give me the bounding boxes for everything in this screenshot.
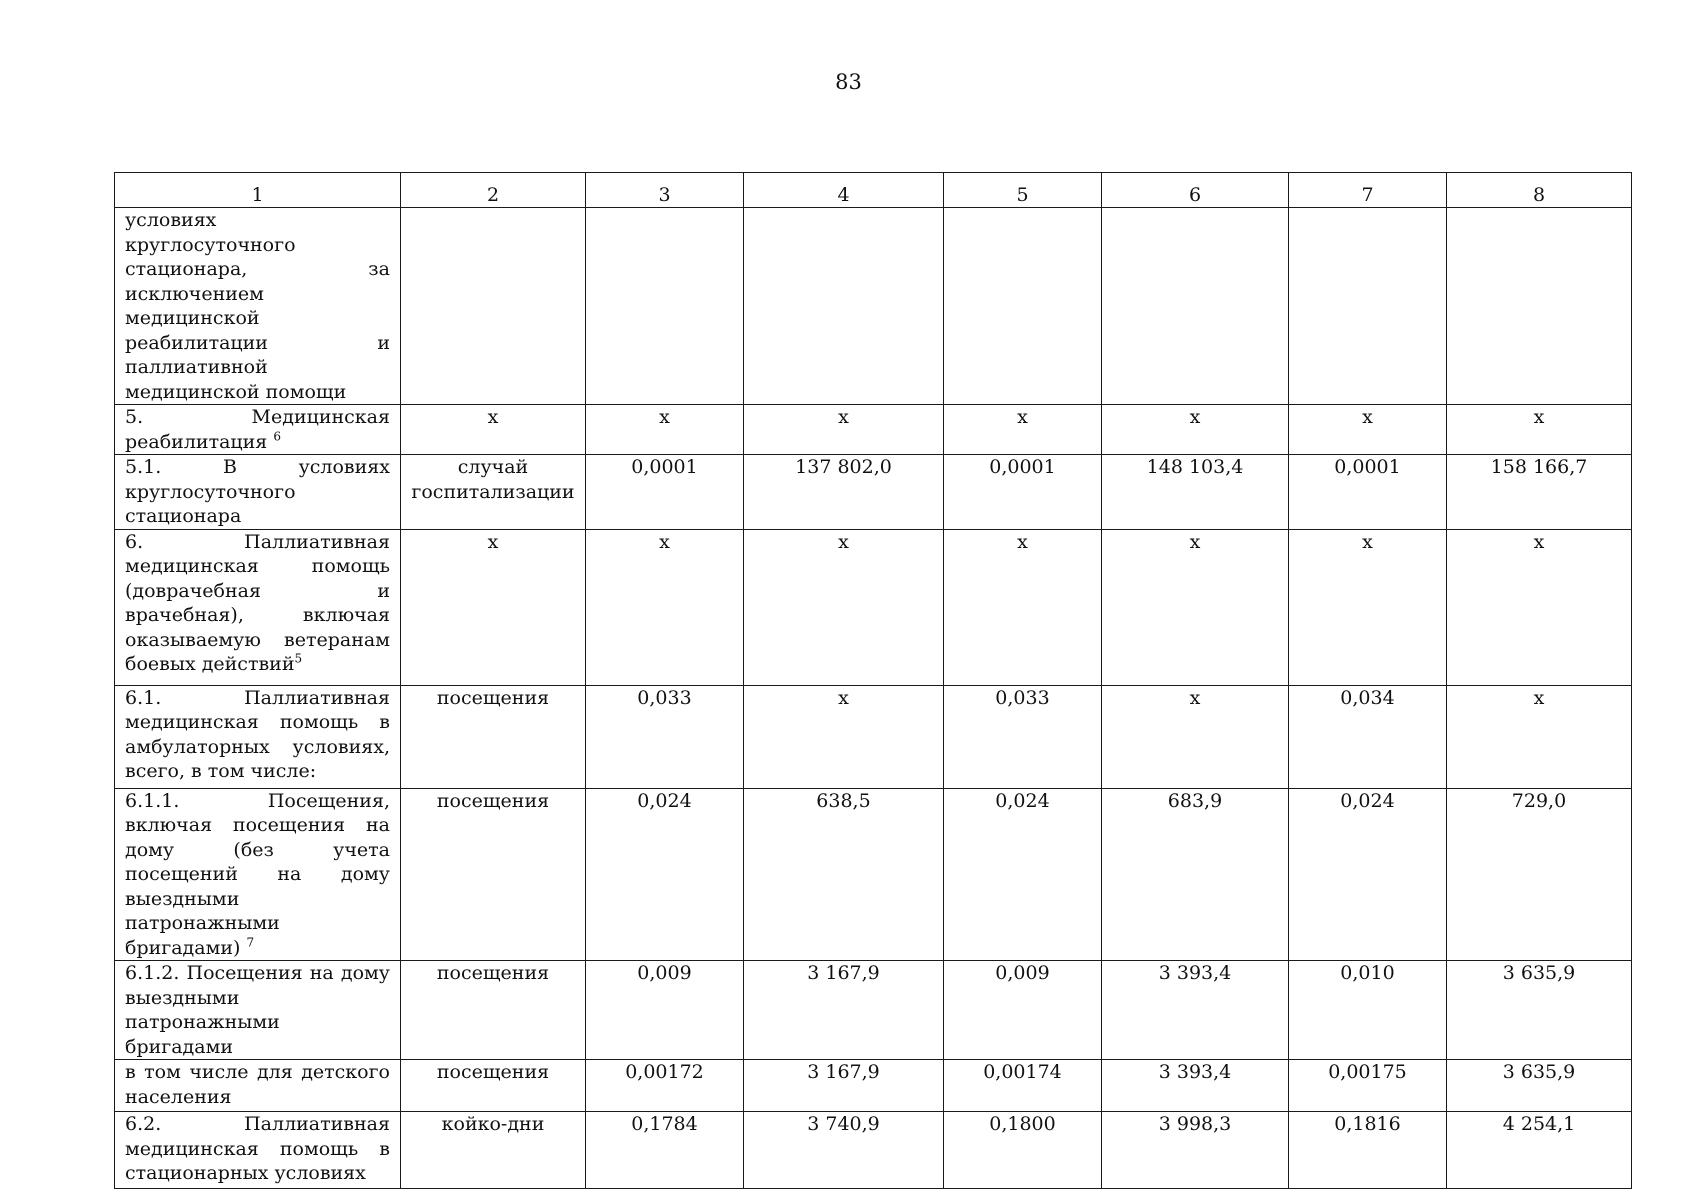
table-cell: х (1289, 529, 1447, 685)
footnote-mark: 7 (246, 935, 255, 950)
table-cell: 148 103,4 (1102, 455, 1289, 530)
header-cell: 1 (115, 173, 401, 208)
table-cell: 0,1816 (1289, 1112, 1447, 1189)
table-cell: случай госпитализации (401, 455, 586, 530)
table-cell: х (1447, 405, 1632, 455)
table-cell: 0,024 (586, 788, 744, 961)
table-row (115, 208, 1632, 405)
table-row (115, 1060, 1632, 1112)
table-cell: 0,009 (944, 961, 1102, 1060)
table-row (115, 685, 1632, 788)
table-cell (1102, 208, 1289, 405)
row-name-text: условиях круглосуточного стационара, за исключением медицинской реабилитации и паллиативной медицинской помощи (125, 209, 390, 403)
table-cell: х (1102, 529, 1289, 685)
row-name-cell (115, 529, 401, 685)
table-cell: 137 802,0 (744, 455, 944, 530)
table-cell: х (944, 529, 1102, 685)
table-cell: х (944, 405, 1102, 455)
table-cell: 3 393,4 (1102, 961, 1289, 1060)
row-name-text: 5.1. В условиях круглосуточного стационара (125, 456, 390, 527)
row-name-cell (115, 685, 401, 788)
table-cell: посещения (401, 961, 586, 1060)
table-row (115, 788, 1632, 961)
footnote-mark: 5 (294, 651, 303, 666)
table-cell: 0,1800 (944, 1112, 1102, 1189)
table-cell (1447, 208, 1632, 405)
header-cell: 2 (401, 173, 586, 208)
table-cell: х (744, 405, 944, 455)
table-cell: 0,1784 (586, 1112, 744, 1189)
table-cell: х (1102, 685, 1289, 788)
table-row (115, 1112, 1632, 1189)
table-cell (401, 208, 586, 405)
table-cell: х (401, 405, 586, 455)
table-cell: х (1289, 405, 1447, 455)
header-row (115, 173, 1632, 208)
table-cell: посещения (401, 1060, 586, 1112)
row-name-cell (115, 1060, 401, 1112)
table-cell: 0,00174 (944, 1060, 1102, 1112)
row-name-cell (115, 788, 401, 961)
table-cell: 0,033 (586, 685, 744, 788)
table-cell: посещения (401, 685, 586, 788)
table-cell: 3 998,3 (1102, 1112, 1289, 1189)
table-cell: х (401, 529, 586, 685)
table-cell (1289, 208, 1447, 405)
table-cell: х (744, 529, 944, 685)
table-cell: 0,010 (1289, 961, 1447, 1060)
table-cell: 638,5 (744, 788, 944, 961)
table-cell: х (586, 529, 744, 685)
row-name-cell (115, 961, 401, 1060)
header-cell: 4 (744, 173, 944, 208)
row-name-cell (115, 455, 401, 530)
header-cell: 5 (944, 173, 1102, 208)
table-row (115, 455, 1632, 530)
row-name-text: в том числе для детского населения (125, 1061, 390, 1108)
table-cell: 0,0001 (586, 455, 744, 530)
table-cell: 729,0 (1447, 788, 1632, 961)
table-cell: 4 254,1 (1447, 1112, 1632, 1189)
row-name-cell (115, 405, 401, 455)
table-cell: 0,024 (1289, 788, 1447, 961)
row-name-text: 6. Паллиативная медицинская помощь (доврачебная и врачебная), включая оказываемую ветеранам боевых действий (125, 530, 390, 675)
table-cell: 0,024 (944, 788, 1102, 961)
row-name-cell (115, 1112, 401, 1189)
table-cell: койко-дни (401, 1112, 586, 1189)
table-row (115, 529, 1632, 685)
table-cell: 3 167,9 (744, 1060, 944, 1112)
table-cell: х (1102, 405, 1289, 455)
table-cell (944, 208, 1102, 405)
table-cell: 0,009 (586, 961, 744, 1060)
row-name-text: 6.2. Паллиативная медицинская помощь в стационарных условиях (125, 1113, 390, 1184)
table-row (115, 405, 1632, 455)
row-name-text: 6.1.1. Посещения, включая посещения на дому (без учета посещений на дому выездными патронажными бригадами) (125, 789, 390, 959)
header-cell: 8 (1447, 173, 1632, 208)
table-cell: 0,00175 (1289, 1060, 1447, 1112)
table-cell: 3 393,4 (1102, 1060, 1289, 1112)
table-cell: х (744, 685, 944, 788)
header-cell: 3 (586, 173, 744, 208)
header-cell: 6 (1102, 173, 1289, 208)
table-cell: х (1447, 685, 1632, 788)
table-cell: 0,00172 (586, 1060, 744, 1112)
table-cell (744, 208, 944, 405)
table-cell: 0,034 (1289, 685, 1447, 788)
table-cell: 3 740,9 (744, 1112, 944, 1189)
table-cell: 0,033 (944, 685, 1102, 788)
header-cell: 7 (1289, 173, 1447, 208)
norms-table (114, 172, 1632, 1189)
table-cell (586, 208, 744, 405)
row-name-text: 6.1.2. Посещения на дому выездными патронажными бригадами (125, 962, 390, 1058)
page-number: 83 (835, 70, 862, 94)
table-cell: посещения (401, 788, 586, 961)
table-cell: 3 635,9 (1447, 1060, 1632, 1112)
table-cell: 3 167,9 (744, 961, 944, 1060)
table-cell: х (1447, 529, 1632, 685)
table-cell: 0,0001 (944, 455, 1102, 530)
row-name-text: 6.1. Паллиативная медицинская помощь в амбулаторных условиях, всего, в том числе: (125, 686, 390, 782)
footnote-mark: 6 (273, 429, 281, 444)
table-cell: 3 635,9 (1447, 961, 1632, 1060)
table-cell: 683,9 (1102, 788, 1289, 961)
table-cell: 158 166,7 (1447, 455, 1632, 530)
table-row (115, 961, 1632, 1060)
row-name-text: 5. Медицинская реабилитация (125, 406, 390, 453)
table-cell: 0,0001 (1289, 455, 1447, 530)
table-cell: х (586, 405, 744, 455)
row-name-cell (115, 208, 401, 405)
